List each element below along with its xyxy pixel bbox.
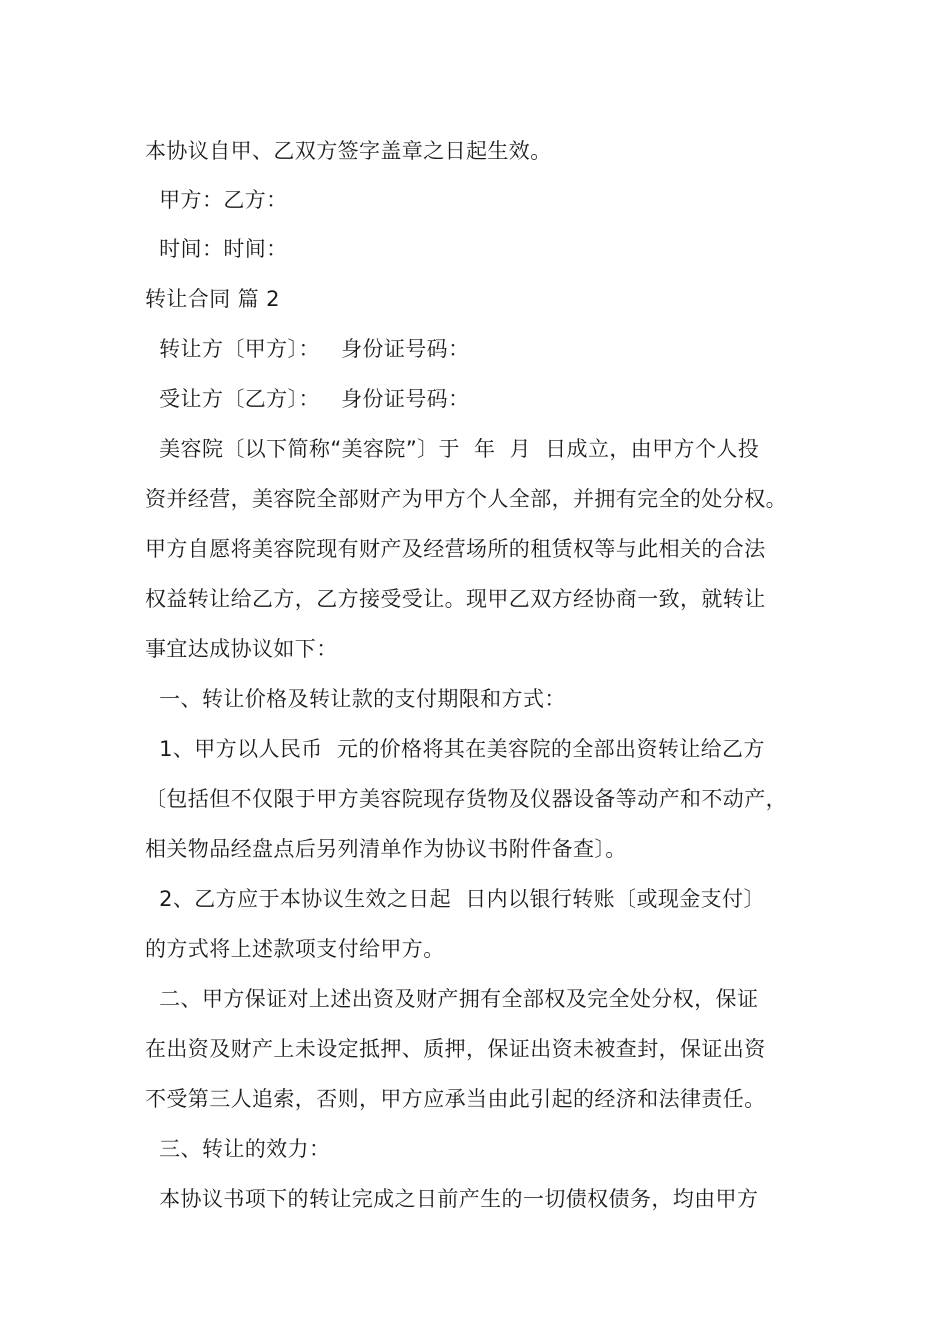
text-line: 美容院〔以下简称“美容院”〕于 年 月 日成立，由甲方个人投 (145, 437, 760, 461)
text-line: 三、转让的效力： (145, 1137, 331, 1161)
text-line: 甲方：乙方： (145, 188, 288, 212)
text-line: 二、甲方保证对上述出资及财产拥有全部权及完全处分权，保证 (145, 987, 759, 1011)
text-line: 甲方自愿将美容院现有财产及经营场所的租赁权等与此相关的合法 (145, 537, 766, 561)
text-line: 权益转让给乙方，乙方接受受让。现甲乙双方经协商一致，就转让 (145, 587, 766, 611)
text-line: 1、甲方以人民币 元的价格将其在美容院的全部出资转让给乙方 (145, 737, 765, 761)
text-line: 2、乙方应于本协议生效之日起 日内以银行转账〔或现金支付〕 (145, 887, 765, 911)
text-line: 相关物品经盘点后另列清单作为协议书附件备查〕。 (145, 837, 627, 861)
text-line: 在出资及财产上未设定抵押、质押，保证出资未被查封，保证出资 (145, 1037, 766, 1061)
section-heading: 转让合同 篇 2 (145, 287, 280, 311)
text-line: 时间：时间： (145, 237, 288, 261)
text-line: 不受第三人追索，否则，甲方应承当由此引起的经济和法律责任。 (145, 1087, 766, 1111)
text-line: 事宜达成协议如下： (145, 637, 338, 661)
text-line: 本协议书项下的转让完成之日前产生的一切债权债务，均由甲方 (145, 1187, 759, 1211)
text-line: 一、转让价格及转让款的支付期限和方式： (145, 687, 566, 711)
text-line: 的方式将上述款项支付给甲方。 (145, 937, 445, 961)
text-line: 转让方〔甲方〕： 身份证号码： (145, 337, 470, 361)
text-line: 〔包括但不仅限于甲方美容院现存货物及仪器设备等动产和不动产， (145, 787, 787, 811)
text-line: 资并经营，美容院全部财产为甲方个人全部，并拥有完全的处分权。 (145, 487, 787, 511)
text-line: 受让方〔乙方〕： 身份证号码： (145, 387, 470, 411)
text-line: 本协议自甲、乙双方签字盖章之日起生效。 (145, 139, 552, 163)
